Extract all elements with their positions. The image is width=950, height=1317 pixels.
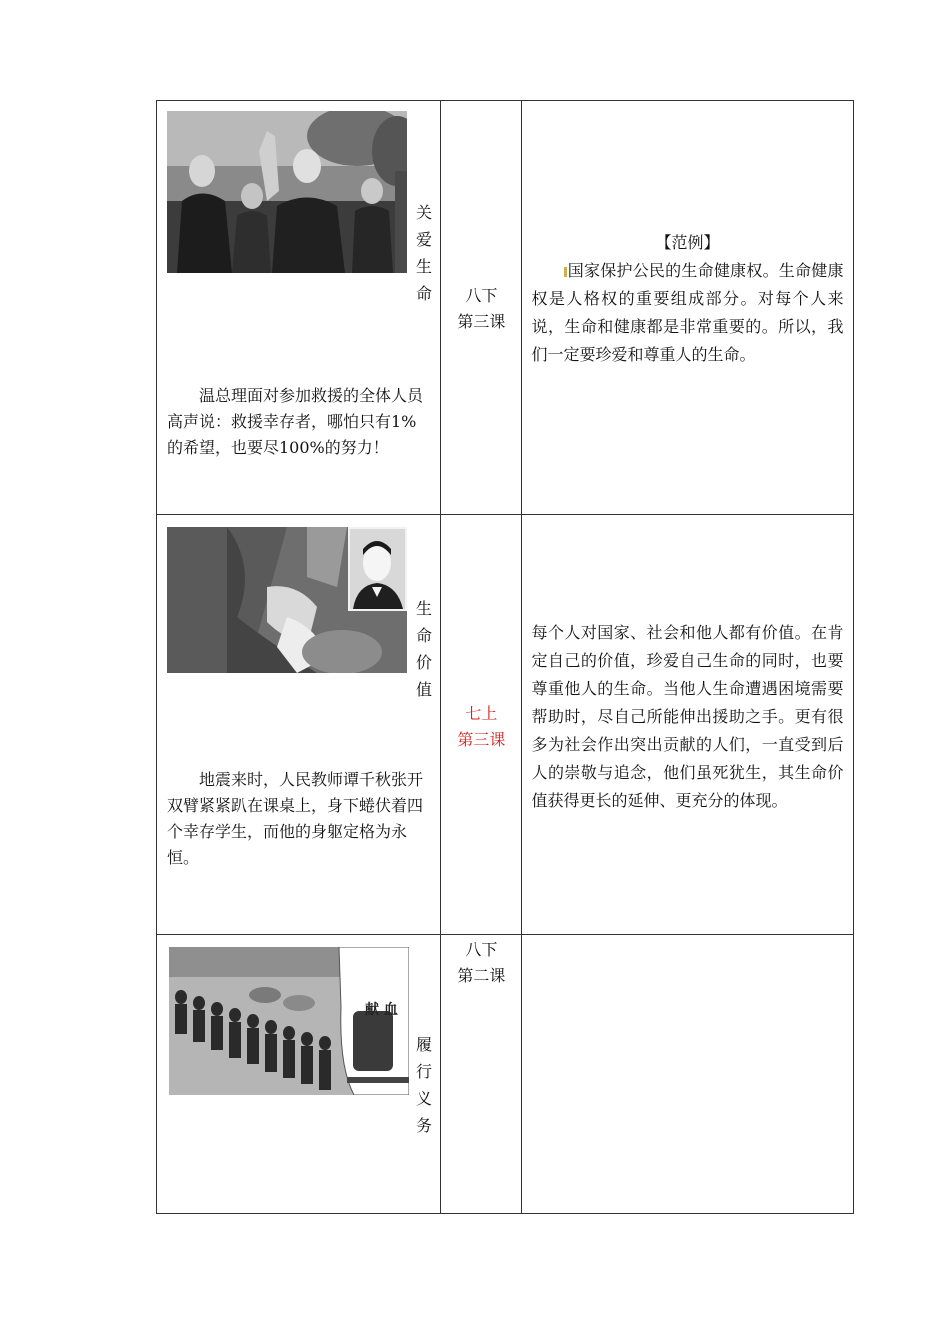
lesson-cell xyxy=(441,935,521,1214)
caption-line: 个幸存学生，而他的身躯定格为永恒。 xyxy=(167,822,408,867)
lesson-grade: 七上 xyxy=(465,704,498,723)
example-body: 每个人对国家、社会和他人都有价值。在肯定自己的价值，珍爱自己生命的同时，也要尊重他人的生命。当他人生命遭遇困境需要帮助时，尽自己所能伸出援助之手。更有很多为社会作出突出贡献的人们，一直受到后人的崇敬与追念，他们虽死犹生，其生命价值获得更长的延伸、更充分的体现。 xyxy=(531,623,844,810)
caption-line: 的希望，也要尽100%的努力！ xyxy=(167,438,389,457)
side-label-char: 爱 xyxy=(415,230,432,249)
example-text xyxy=(532,229,844,369)
example-body: 国家保护公民的生命健康权。生命健康权是人格权的重要组成部分。对每个人来说，生命和健康都是非常重要的。所以，我们一定要珍爱和尊重人的生命。 xyxy=(531,261,844,364)
side-label-char: 命 xyxy=(415,626,432,645)
lesson-reference xyxy=(441,937,521,989)
photo-caption xyxy=(167,767,433,871)
lesson-table xyxy=(156,100,854,1214)
blood-donation-photo xyxy=(169,947,409,1095)
side-label-char: 务 xyxy=(415,1116,432,1135)
lesson-grade: 八下 xyxy=(465,940,498,959)
side-label-char: 义 xyxy=(415,1089,432,1108)
image-cell xyxy=(157,515,441,935)
caption-line: 双臂紧紧趴在课桌上，身下蜷伏着四 xyxy=(167,796,424,815)
lesson-number: 第三课 xyxy=(457,730,506,749)
table-row xyxy=(157,515,854,935)
caption-line: 高声说：救援幸存者，哪怕只有1% xyxy=(167,412,417,431)
text-cell xyxy=(521,935,853,1214)
lesson-reference xyxy=(441,283,521,335)
text-cell xyxy=(521,101,853,515)
caption-line: 地震来时，人民教师谭千秋张开 xyxy=(199,770,424,789)
photo-caption xyxy=(167,383,433,461)
side-label-char: 行 xyxy=(415,1062,432,1081)
image-cell xyxy=(157,101,441,515)
table-row xyxy=(157,935,854,1214)
side-label-char: 关 xyxy=(415,203,432,222)
side-label-life-value xyxy=(415,595,433,703)
rescue-photo xyxy=(167,111,407,273)
photo-sign: 献 血 xyxy=(365,1002,398,1018)
text-cell xyxy=(521,515,853,935)
side-label-char: 价 xyxy=(415,653,432,672)
caption-line: 温总理面对参加救援的全体人员 xyxy=(199,386,424,405)
side-label-char: 生 xyxy=(415,257,432,276)
side-label-char: 履 xyxy=(415,1035,432,1054)
lesson-number: 第二课 xyxy=(457,966,506,985)
teacher-photo xyxy=(167,527,407,673)
side-label-char: 值 xyxy=(415,680,432,699)
lesson-grade: 八下 xyxy=(465,286,498,305)
table-row xyxy=(157,101,854,515)
side-label-care-life xyxy=(415,199,433,307)
image-cell xyxy=(157,935,441,1214)
side-label-char: 命 xyxy=(415,284,432,303)
lesson-cell xyxy=(441,515,521,935)
lesson-cell xyxy=(441,101,521,515)
example-text xyxy=(532,619,844,815)
side-label-fulfill-duty xyxy=(415,1031,433,1139)
bookmark-icon xyxy=(564,267,567,277)
lesson-reference xyxy=(441,701,521,753)
example-heading: 【范例】 xyxy=(655,233,720,252)
lesson-number: 第三课 xyxy=(457,312,506,331)
side-label-char: 生 xyxy=(415,599,432,618)
